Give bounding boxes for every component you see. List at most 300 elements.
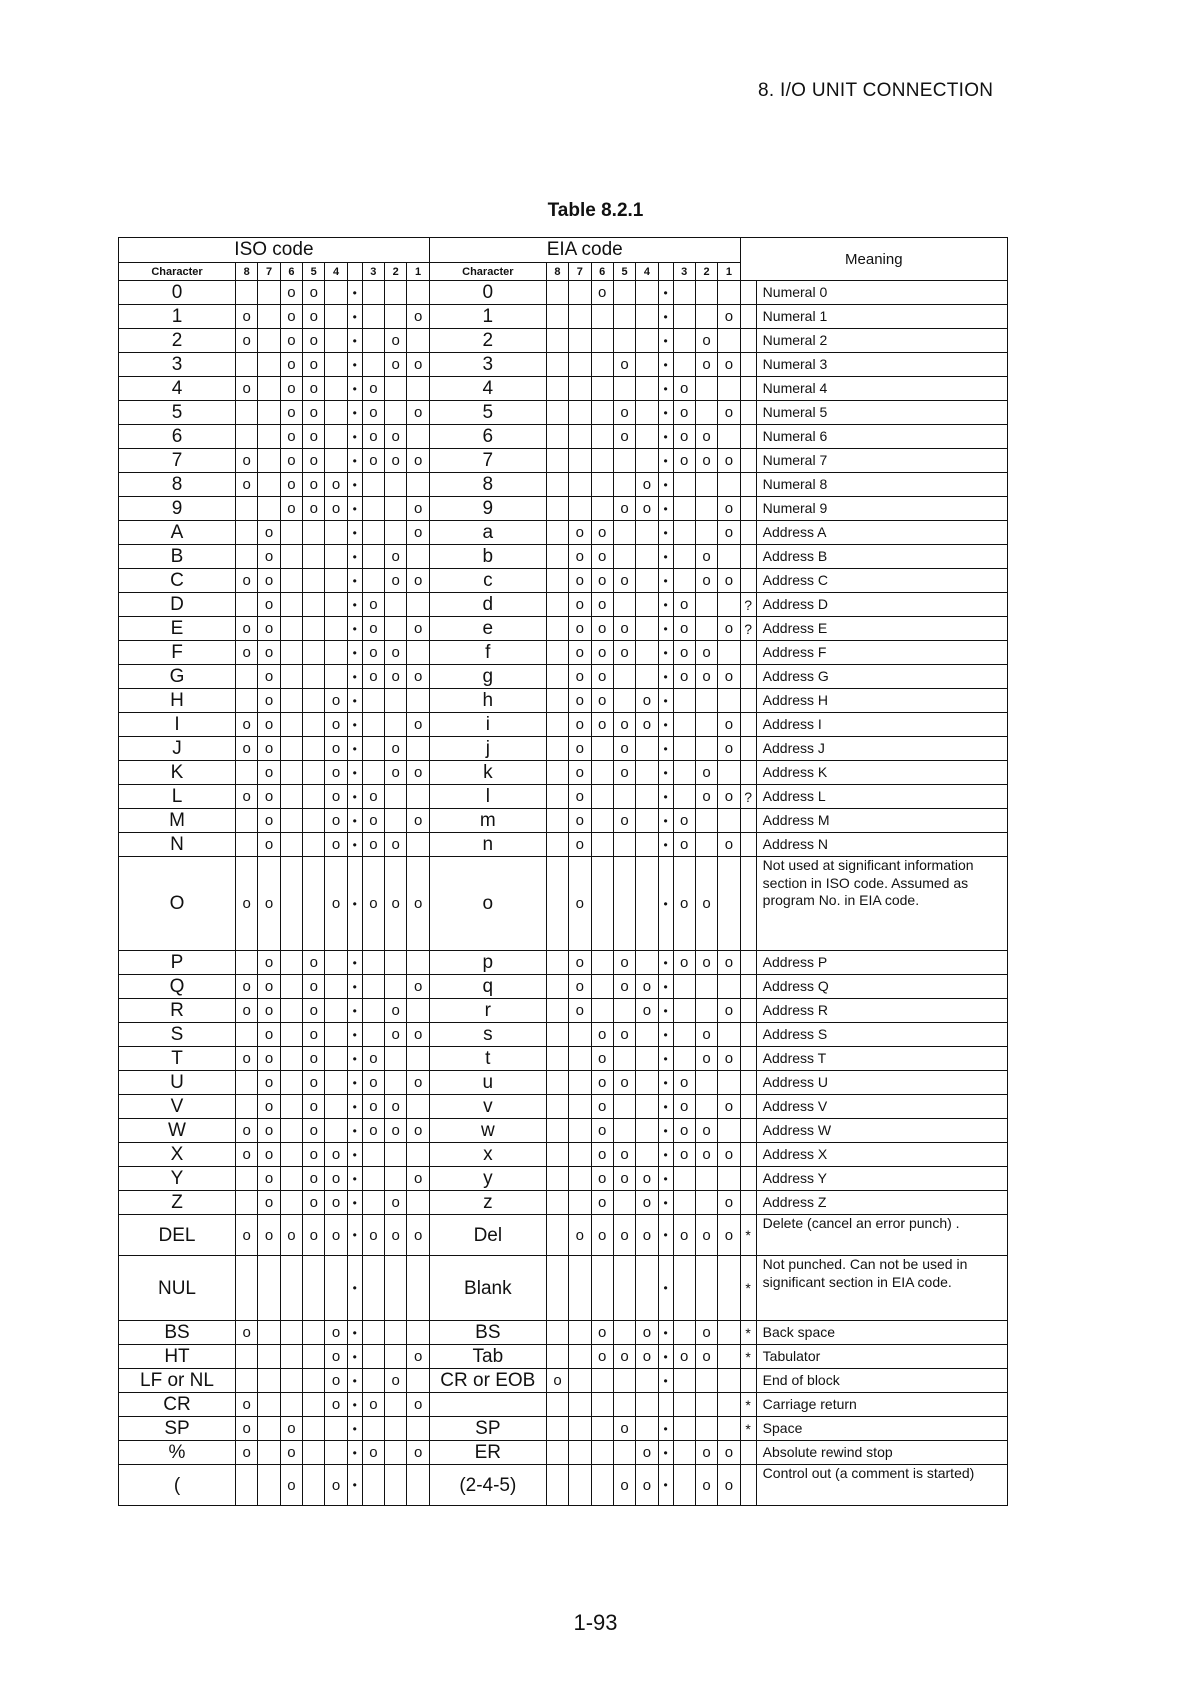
note-flag-cell: ?	[740, 593, 756, 617]
iso-character-cell: 2	[119, 329, 236, 353]
iso-bit-cell	[325, 1417, 347, 1441]
note-flag-cell	[740, 1047, 756, 1071]
iso-bit-cell: o	[303, 1143, 325, 1167]
eia-bit-cell: o	[695, 1465, 717, 1506]
note-flag-cell	[740, 999, 756, 1023]
eia-bit-cell	[613, 1191, 635, 1215]
eia-bit-cell: o	[591, 1071, 613, 1095]
eia-sprocket-cell: •	[658, 1215, 673, 1256]
eia-bit-cell: o	[718, 951, 740, 975]
eia-bit-cell: o	[591, 593, 613, 617]
iso-bit-cell: o	[303, 377, 325, 401]
page-header: 8. I/O UNIT CONNECTION	[758, 80, 994, 101]
iso-bit-cell: o	[407, 401, 429, 425]
eia-bit-cell	[613, 689, 635, 713]
iso-character-cell: 7	[119, 449, 236, 473]
iso-bit-header: 5	[303, 263, 325, 281]
table-row	[119, 951, 1008, 975]
eia-bit-cell: o	[673, 1119, 695, 1143]
eia-bit-cell	[613, 377, 635, 401]
eia-bit-cell	[591, 497, 613, 521]
iso-bit-cell	[280, 1369, 302, 1393]
meaning-cell: Numeral 7	[756, 449, 1007, 473]
eia-bit-header: 8	[546, 263, 568, 281]
eia-bit-header: 1	[718, 263, 740, 281]
eia-bit-cell	[591, 305, 613, 329]
iso-bit-header: 8	[235, 263, 257, 281]
note-flag-cell	[740, 665, 756, 689]
eia-bit-cell: o	[718, 999, 740, 1023]
eia-bit-cell	[718, 809, 740, 833]
eia-bit-cell	[546, 641, 568, 665]
meaning-cell: Address C	[756, 569, 1007, 593]
iso-bit-cell	[362, 1465, 384, 1506]
iso-bit-cell	[258, 1256, 280, 1321]
meaning-cell: Numeral 2	[756, 329, 1007, 353]
iso-bit-cell: o	[280, 449, 302, 473]
eia-bit-cell	[673, 1441, 695, 1465]
iso-character-cell: 4	[119, 377, 236, 401]
iso-bit-cell: o	[235, 329, 257, 353]
iso-sprocket-cell: •	[347, 569, 362, 593]
eia-bit-cell: o	[695, 329, 717, 353]
iso-bit-cell	[325, 1256, 347, 1321]
eia-bit-cell	[613, 1369, 635, 1393]
iso-bit-cell	[258, 449, 280, 473]
eia-bit-cell: o	[695, 1215, 717, 1256]
eia-sprocket-cell: •	[658, 449, 673, 473]
iso-bit-cell: o	[407, 521, 429, 545]
meaning-cell: Delete (cancel an error punch) .	[756, 1215, 1007, 1256]
eia-bit-cell: o	[673, 377, 695, 401]
eia-bit-cell: o	[695, 1321, 717, 1345]
iso-bit-cell	[280, 833, 302, 857]
iso-bit-cell: o	[258, 1167, 280, 1191]
iso-bit-cell	[303, 569, 325, 593]
eia-bit-cell: o	[636, 1191, 658, 1215]
eia-sprocket-cell: •	[658, 1095, 673, 1119]
iso-bit-cell	[362, 713, 384, 737]
eia-bit-cell: o	[718, 353, 740, 377]
iso-bit-cell	[258, 401, 280, 425]
iso-bit-cell	[362, 1143, 384, 1167]
eia-bit-cell: o	[673, 449, 695, 473]
eia-bit-cell	[591, 857, 613, 951]
eia-bit-cell	[569, 425, 591, 449]
eia-bit-cell	[673, 329, 695, 353]
iso-bit-cell: o	[303, 401, 325, 425]
iso-bit-cell	[407, 545, 429, 569]
table-row	[119, 1119, 1008, 1143]
iso-sprocket-cell: •	[347, 809, 362, 833]
eia-sprocket-cell: •	[658, 1465, 673, 1506]
eia-bit-cell	[636, 809, 658, 833]
iso-sprocket-cell: •	[347, 305, 362, 329]
iso-sprocket-cell: •	[347, 1095, 362, 1119]
eia-bit-cell	[546, 377, 568, 401]
eia-bit-header: 3	[673, 263, 695, 281]
eia-character-cell: m	[429, 809, 546, 833]
eia-bit-cell	[613, 1095, 635, 1119]
iso-bit-cell	[303, 1393, 325, 1417]
iso-bit-cell	[362, 1023, 384, 1047]
iso-bit-cell	[325, 665, 347, 689]
eia-bit-cell	[636, 1047, 658, 1071]
iso-bit-cell	[325, 1095, 347, 1119]
iso-bit-cell	[280, 665, 302, 689]
eia-bit-cell	[591, 1369, 613, 1393]
iso-bit-cell: o	[385, 425, 407, 449]
eia-bit-cell	[673, 999, 695, 1023]
iso-bit-cell: o	[258, 785, 280, 809]
eia-sprocket-cell: •	[658, 305, 673, 329]
eia-bit-cell	[546, 785, 568, 809]
iso-bit-cell: o	[407, 1119, 429, 1143]
eia-bit-cell: o	[569, 665, 591, 689]
iso-bit-cell	[303, 521, 325, 545]
iso-bit-cell	[303, 1417, 325, 1441]
eia-bit-cell	[569, 1095, 591, 1119]
eia-code-header: EIA code	[429, 238, 740, 263]
eia-bit-cell: o	[613, 809, 635, 833]
eia-bit-cell: o	[591, 1143, 613, 1167]
iso-bit-cell: o	[258, 617, 280, 641]
eia-bit-cell	[546, 1215, 568, 1256]
eia-bit-cell	[673, 569, 695, 593]
eia-character-cell: i	[429, 713, 546, 737]
iso-bit-cell	[385, 1393, 407, 1417]
eia-bit-cell: o	[569, 617, 591, 641]
eia-bit-cell: o	[695, 1441, 717, 1465]
iso-sprocket-cell: •	[347, 545, 362, 569]
eia-bit-cell: o	[569, 545, 591, 569]
iso-bit-cell: o	[258, 521, 280, 545]
iso-bit-cell: o	[258, 1023, 280, 1047]
iso-character-cell: C	[119, 569, 236, 593]
eia-bit-cell	[546, 1417, 568, 1441]
iso-bit-cell: o	[325, 497, 347, 521]
eia-bit-header: 2	[695, 263, 717, 281]
table-row	[119, 713, 1008, 737]
eia-bit-cell	[718, 329, 740, 353]
eia-bit-cell	[569, 329, 591, 353]
eia-bit-cell	[569, 1256, 591, 1321]
eia-bit-cell: o	[695, 569, 717, 593]
iso-bit-cell	[258, 377, 280, 401]
table-row	[119, 1465, 1008, 1506]
eia-bit-cell	[591, 975, 613, 999]
iso-bit-cell	[325, 401, 347, 425]
eia-bit-cell: o	[613, 761, 635, 785]
eia-bit-cell	[718, 281, 740, 305]
iso-character-cell: SP	[119, 1417, 236, 1441]
eia-bit-cell	[695, 713, 717, 737]
eia-bit-cell: o	[591, 569, 613, 593]
eia-character-cell: f	[429, 641, 546, 665]
note-flag-cell	[740, 545, 756, 569]
iso-bit-cell: o	[258, 1119, 280, 1143]
table-row	[119, 761, 1008, 785]
eia-bit-cell	[546, 521, 568, 545]
eia-bit-cell: o	[673, 1215, 695, 1256]
note-flag-cell	[740, 497, 756, 521]
iso-bit-cell	[280, 809, 302, 833]
iso-bit-cell	[280, 1095, 302, 1119]
eia-bit-cell	[569, 1167, 591, 1191]
eia-bit-cell	[695, 1417, 717, 1441]
eia-bit-header: 4	[636, 263, 658, 281]
iso-bit-cell: o	[325, 473, 347, 497]
iso-character-cell: R	[119, 999, 236, 1023]
iso-bit-cell	[258, 305, 280, 329]
eia-character-cell: 0	[429, 281, 546, 305]
eia-bit-cell	[695, 689, 717, 713]
eia-bit-cell	[546, 1023, 568, 1047]
eia-sprocket-cell: •	[658, 617, 673, 641]
eia-sprocket-cell: •	[658, 1369, 673, 1393]
iso-bit-cell: o	[407, 449, 429, 473]
iso-bit-cell: o	[235, 1393, 257, 1417]
iso-bit-cell: o	[258, 1215, 280, 1256]
iso-sprocket-cell: •	[347, 1256, 362, 1321]
eia-bit-cell	[673, 785, 695, 809]
iso-bit-cell: o	[385, 641, 407, 665]
eia-bit-cell	[546, 713, 568, 737]
iso-bit-cell: o	[385, 329, 407, 353]
iso-bit-cell: o	[303, 1047, 325, 1071]
table-row	[119, 425, 1008, 449]
iso-character-cell: (	[119, 1465, 236, 1506]
meaning-cell: Address H	[756, 689, 1007, 713]
iso-bit-cell	[280, 713, 302, 737]
meaning-cell: Numeral 1	[756, 305, 1007, 329]
meaning-cell: Address N	[756, 833, 1007, 857]
iso-bit-cell: o	[362, 1215, 384, 1256]
eia-sprocket-cell: •	[658, 1256, 673, 1321]
iso-bit-cell: o	[325, 1167, 347, 1191]
eia-bit-cell: o	[569, 951, 591, 975]
iso-bit-cell	[303, 1321, 325, 1345]
eia-bit-cell: o	[613, 617, 635, 641]
eia-bit-cell: o	[613, 1417, 635, 1441]
iso-character-cell: HT	[119, 1345, 236, 1369]
iso-bit-cell: o	[303, 999, 325, 1023]
iso-bit-cell: o	[303, 1071, 325, 1095]
eia-bit-cell	[613, 1441, 635, 1465]
eia-character-cell: d	[429, 593, 546, 617]
eia-bit-cell	[695, 473, 717, 497]
iso-bit-cell	[362, 305, 384, 329]
eia-bit-cell	[591, 1256, 613, 1321]
iso-bit-cell	[407, 999, 429, 1023]
iso-bit-cell	[407, 425, 429, 449]
eia-bit-cell: o	[613, 1023, 635, 1047]
iso-bit-cell: o	[235, 857, 257, 951]
eia-bit-cell	[673, 545, 695, 569]
table-row	[119, 1417, 1008, 1441]
eia-bit-cell	[546, 329, 568, 353]
note-flag-cell	[740, 377, 756, 401]
note-flag-cell: *	[740, 1256, 756, 1321]
iso-bit-cell: o	[325, 1143, 347, 1167]
iso-bit-cell	[362, 999, 384, 1023]
iso-bit-cell: o	[362, 1441, 384, 1465]
note-flag-cell	[740, 1167, 756, 1191]
eia-bit-cell	[673, 281, 695, 305]
iso-bit-cell	[258, 1345, 280, 1369]
iso-bit-cell: o	[235, 713, 257, 737]
meaning-cell: Address S	[756, 1023, 1007, 1047]
eia-bit-cell	[695, 281, 717, 305]
iso-sprocket-cell: •	[347, 377, 362, 401]
eia-bit-cell: o	[569, 593, 591, 617]
note-flag-cell: *	[740, 1417, 756, 1441]
iso-sprocket-cell: •	[347, 449, 362, 473]
iso-bit-cell: o	[303, 305, 325, 329]
eia-bit-cell: o	[636, 999, 658, 1023]
eia-bit-cell: o	[673, 617, 695, 641]
eia-bit-cell: o	[695, 761, 717, 785]
iso-bit-cell: o	[325, 1393, 347, 1417]
note-flag-cell	[740, 975, 756, 999]
iso-bit-cell: o	[280, 353, 302, 377]
table-row	[119, 1167, 1008, 1191]
iso-bit-cell: o	[407, 665, 429, 689]
iso-character-cell: U	[119, 1071, 236, 1095]
eia-bit-cell: o	[718, 1191, 740, 1215]
iso-character-cell: Q	[119, 975, 236, 999]
eia-bit-cell	[673, 1191, 695, 1215]
eia-bit-cell	[636, 665, 658, 689]
eia-bit-cell: o	[695, 641, 717, 665]
table-row	[119, 497, 1008, 521]
eia-character-cell: CR or EOB	[429, 1369, 546, 1393]
meaning-cell: Control out (a comment is started)	[756, 1465, 1007, 1506]
eia-sprocket-cell: •	[658, 1321, 673, 1345]
iso-sprocket-cell: •	[347, 1071, 362, 1095]
iso-bit-cell: o	[385, 1119, 407, 1143]
iso-bit-cell	[258, 473, 280, 497]
table-row	[119, 281, 1008, 305]
iso-bit-cell: o	[385, 999, 407, 1023]
eia-bit-cell: o	[636, 1465, 658, 1506]
iso-bit-cell	[280, 857, 302, 951]
eia-bit-cell	[591, 761, 613, 785]
iso-bit-cell: o	[303, 281, 325, 305]
table-row	[119, 521, 1008, 545]
iso-bit-cell: o	[235, 1441, 257, 1465]
iso-bit-cell	[325, 1441, 347, 1465]
iso-bit-cell: o	[362, 857, 384, 951]
eia-bit-cell: o	[718, 1143, 740, 1167]
table-row	[119, 569, 1008, 593]
iso-character-cell: F	[119, 641, 236, 665]
table-row	[119, 473, 1008, 497]
table-row	[119, 809, 1008, 833]
iso-bit-cell	[303, 761, 325, 785]
table-row	[119, 641, 1008, 665]
iso-character-cell: D	[119, 593, 236, 617]
iso-sprocket-cell: •	[347, 1215, 362, 1256]
iso-bit-cell: o	[280, 401, 302, 425]
eia-bit-cell	[718, 857, 740, 951]
iso-bit-cell	[280, 1071, 302, 1095]
iso-bit-cell: o	[385, 545, 407, 569]
eia-sprocket-cell: •	[658, 1047, 673, 1071]
iso-bit-cell: o	[362, 1071, 384, 1095]
iso-bit-cell	[280, 1321, 302, 1345]
eia-sprocket-cell: •	[658, 999, 673, 1023]
iso-bit-cell: o	[407, 1071, 429, 1095]
eia-bit-cell: o	[695, 1345, 717, 1369]
iso-bit-cell: o	[325, 833, 347, 857]
note-flag-cell	[740, 449, 756, 473]
note-flag-cell	[740, 641, 756, 665]
iso-character-cell: M	[119, 809, 236, 833]
eia-bit-cell	[636, 761, 658, 785]
iso-bit-cell	[385, 1256, 407, 1321]
eia-sprocket-cell: •	[658, 641, 673, 665]
eia-bit-cell	[673, 713, 695, 737]
eia-bit-cell	[613, 521, 635, 545]
note-flag-cell	[740, 1143, 756, 1167]
iso-bit-cell	[280, 617, 302, 641]
eia-bit-cell: o	[591, 281, 613, 305]
iso-bit-cell: o	[303, 1167, 325, 1191]
iso-bit-cell: o	[325, 857, 347, 951]
eia-character-cell: 8	[429, 473, 546, 497]
eia-bit-cell	[591, 1465, 613, 1506]
eia-bit-cell	[613, 1256, 635, 1321]
eia-bit-cell	[613, 473, 635, 497]
table-row	[119, 1441, 1008, 1465]
eia-bit-cell	[695, 497, 717, 521]
eia-bit-cell	[718, 1023, 740, 1047]
iso-bit-cell	[280, 951, 302, 975]
eia-bit-cell: o	[695, 449, 717, 473]
iso-bit-cell	[280, 761, 302, 785]
eia-bit-cell: o	[613, 1143, 635, 1167]
iso-bit-cell	[280, 1191, 302, 1215]
eia-bit-cell	[546, 1465, 568, 1506]
eia-sprocket-cell: •	[658, 1167, 673, 1191]
iso-sprocket-cell: •	[347, 1393, 362, 1417]
note-flag-cell	[740, 1023, 756, 1047]
iso-bit-cell: o	[325, 1369, 347, 1393]
iso-bit-cell	[303, 1256, 325, 1321]
table-row	[119, 1095, 1008, 1119]
eia-bit-cell	[546, 497, 568, 521]
eia-bit-cell: o	[613, 401, 635, 425]
eia-bit-cell	[695, 521, 717, 545]
iso-bit-cell	[325, 449, 347, 473]
iso-bit-cell	[407, 473, 429, 497]
iso-bit-cell: o	[280, 377, 302, 401]
iso-bit-cell	[280, 569, 302, 593]
iso-bit-cell	[303, 785, 325, 809]
eia-character-cell: s	[429, 1023, 546, 1047]
eia-bit-cell	[613, 665, 635, 689]
iso-bit-cell: o	[303, 1119, 325, 1143]
eia-bit-cell: o	[613, 1071, 635, 1095]
iso-bit-cell: o	[407, 809, 429, 833]
iso-bit-cell	[385, 473, 407, 497]
eia-bit-cell	[695, 617, 717, 641]
eia-sprocket-cell: •	[658, 329, 673, 353]
iso-bit-cell	[362, 1256, 384, 1321]
iso-bit-cell: o	[280, 1417, 302, 1441]
meaning-cell: Address F	[756, 641, 1007, 665]
